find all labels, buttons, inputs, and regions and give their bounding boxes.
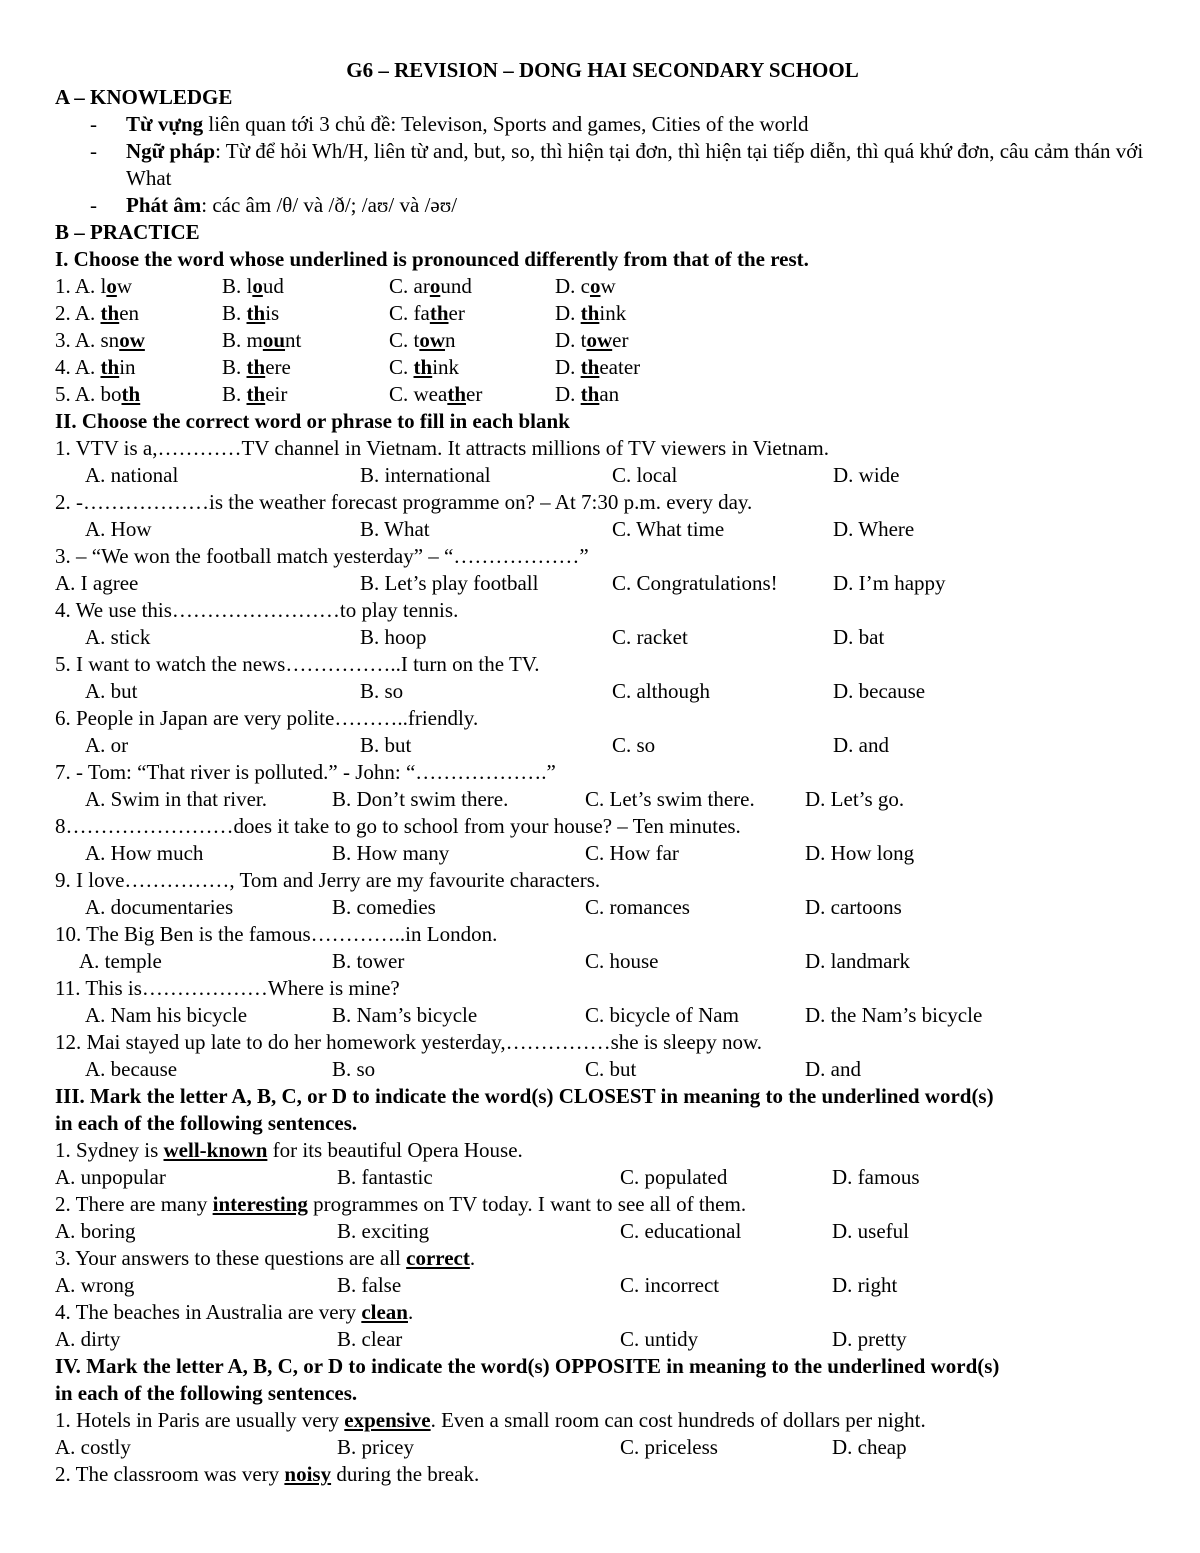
option: B. How many (332, 841, 450, 865)
underlined-word: th (429, 301, 449, 325)
worksheet (55, 57, 1150, 1488)
question-text: 12. Mai stayed up late to do her homework yesterday,……………she is sleepy now. (55, 1030, 763, 1054)
option: D. think (555, 301, 627, 325)
underlined-word: o (429, 274, 441, 298)
option: D. the Nam’s bicycle (805, 1003, 983, 1027)
underlined-word: ou (262, 328, 286, 352)
option: D. than (555, 382, 620, 406)
part-ii-heading: II. Choose the correct word or phrase to fill in each blank (55, 409, 570, 433)
underlined-word: th (121, 382, 141, 406)
bullet-label: Phát âm (126, 193, 202, 217)
question-text: 2. The classroom was very noisy during the break. (55, 1462, 480, 1486)
option: 4. A. thin (55, 355, 136, 379)
option: C. but (585, 1057, 637, 1081)
option: B. this (222, 301, 280, 325)
underlined-word: th (580, 355, 600, 379)
option: B. tower (332, 949, 405, 973)
bullet-text: : các âm /θ/ và /ð/; /aʊ/ và /əʊ/ (201, 193, 458, 217)
option: 1. A. low (55, 274, 133, 298)
option: A. dirty (55, 1327, 121, 1351)
question-text: 7. - Tom: “That river is polluted.” - John: “……………….” (55, 760, 556, 784)
question-row (55, 327, 1150, 354)
part-ii-list (55, 435, 1150, 1083)
options-row (55, 1218, 1150, 1245)
part-i-list (55, 273, 1150, 408)
option: B. but (360, 733, 412, 757)
option: A. but (85, 679, 138, 703)
options-row (55, 732, 1150, 759)
part-iv-heading: IV. Mark the letter A, B, C, or D to indicate the word(s) OPPOSITE in meaning to the underlined word(s) (55, 1354, 1000, 1378)
bullet-label: Ngữ pháp (126, 139, 216, 163)
option: C. priceless (620, 1435, 718, 1459)
question-text: 4. The beaches in Australia are very clean. (55, 1300, 414, 1324)
option: D. tower (555, 328, 629, 352)
option: B. false (337, 1273, 402, 1297)
option: C. Let’s swim there. (585, 787, 755, 811)
underlined-word: th (246, 355, 266, 379)
underlined-word: ow (586, 328, 613, 352)
option: A. temple (79, 949, 162, 973)
section-a-heading: A – KNOWLEDGE (55, 85, 233, 109)
part-iii-heading-cont: in each of the following sentences. (55, 1111, 358, 1135)
option: D. cartoons (805, 895, 902, 919)
question-row (55, 381, 1150, 408)
option: C. incorrect (620, 1273, 720, 1297)
bullet-item: - Ngữ pháp: Từ để hỏi Wh/H, liên từ and, but, so, thì hiện tại đơn, thì hiện tại tiếp diễn, thì quá khứ đơn, câu cảm thán với What (90, 139, 1144, 190)
option: C. so (612, 733, 656, 757)
underlined-word: ow (419, 328, 446, 352)
option: B. Nam’s bicycle (332, 1003, 478, 1027)
option: 2. A. then (55, 301, 140, 325)
option: A. national (85, 463, 179, 487)
option: B. Let’s play football (360, 571, 539, 595)
option: A. or (85, 733, 129, 757)
option: B. exciting (337, 1219, 430, 1243)
underlined-word: noisy (284, 1462, 332, 1486)
option: B. their (222, 382, 288, 406)
option: D. and (805, 1057, 861, 1081)
underlined-word: o (106, 274, 117, 298)
options-row (55, 1434, 1150, 1461)
option: C. romances (585, 895, 690, 919)
options-row (55, 678, 1150, 705)
option: A. I agree (55, 571, 139, 595)
question-text: 9. I love……………, Tom and Jerry are my favourite characters. (55, 868, 601, 892)
options-row (55, 948, 1150, 975)
underlined-word: th (580, 382, 600, 406)
part-iii-heading: III. Mark the letter A, B, C, or D to indicate the word(s) CLOSEST in meaning to the underlined word(s) (55, 1084, 994, 1108)
underlined-word: clean (361, 1300, 408, 1324)
option: C. How far (585, 841, 679, 865)
option: B. mount (222, 328, 302, 352)
option: 3. A. snow (55, 328, 145, 352)
option: B. comedies (332, 895, 436, 919)
option: A. Swim in that river. (85, 787, 267, 811)
option: B. Don’t swim there. (332, 787, 509, 811)
option: A. Nam his bicycle (85, 1003, 248, 1027)
option: B. hoop (360, 625, 427, 649)
option: D. because (833, 679, 926, 703)
question-text: 1. Sydney is well-known for its beautiful Opera House. (55, 1138, 523, 1162)
option: D. wide (833, 463, 900, 487)
underlined-word: interesting (212, 1192, 308, 1216)
options-row (55, 516, 1150, 543)
underlined-word: th (100, 355, 120, 379)
option: A. documentaries (85, 895, 234, 919)
option: B. What (360, 517, 430, 541)
option: C. bicycle of Nam (585, 1003, 739, 1027)
option: C. around (389, 274, 472, 298)
question-text: 4. We use this……………………to play tennis. (55, 598, 459, 622)
question-text: 5. I want to watch the news……………..I turn on the TV. (55, 652, 540, 676)
option: C. educational (620, 1219, 742, 1243)
option: D. landmark (805, 949, 910, 973)
option: D. How long (805, 841, 915, 865)
options-row (55, 1164, 1150, 1191)
option: C. populated (620, 1165, 728, 1189)
option: A. because (85, 1057, 178, 1081)
option: D. bat (833, 625, 885, 649)
question-text: 1. Hotels in Paris are usually very expensive. Even a small room can cost hundreds of dollars per night. (55, 1408, 926, 1432)
option: A. boring (55, 1219, 136, 1243)
option: C. town (389, 328, 456, 352)
option: C. house (585, 949, 659, 973)
underlined-word: th (100, 301, 120, 325)
question-text: 10. The Big Ben is the famous…………..in London. (55, 922, 498, 946)
bullet-item: - Từ vựng liên quan tới 3 chủ đề: Televison, Sports and games, Cities of the world (90, 112, 809, 136)
option: A. How much (85, 841, 204, 865)
option: 5. A. both (55, 382, 141, 406)
option: C. father (389, 301, 465, 325)
question-text: 1. VTV is a,…………TV channel in Vietnam. It attracts millions of TV viewers in Vietnam. (55, 436, 829, 460)
option: D. cheap (832, 1435, 907, 1459)
page-title: G6 – REVISION – DONG HAI SECONDARY SCHOOL (346, 58, 859, 82)
part-iv-heading-cont: in each of the following sentences. (55, 1381, 358, 1405)
question-text: 3. Your answers to these questions are all correct. (55, 1246, 476, 1270)
option: A. stick (85, 625, 151, 649)
option: D. Let’s go. (805, 787, 905, 811)
question-text: 6. People in Japan are very polite………..friendly. (55, 706, 479, 730)
underlined-word: expensive (344, 1408, 431, 1432)
option: D. right (832, 1273, 898, 1297)
options-row (55, 1326, 1150, 1353)
option: B. fantastic (337, 1165, 433, 1189)
underlined-word: o (252, 274, 263, 298)
underlined-word: th (447, 382, 467, 406)
part-iii-list (55, 1137, 1150, 1353)
underlined-word: o (590, 274, 601, 298)
option: B. loud (222, 274, 284, 298)
options-row (55, 1002, 1150, 1029)
option: C. although (612, 679, 710, 703)
options-row (55, 786, 1150, 813)
underlined-word: th (246, 382, 266, 406)
underlined-word: correct (406, 1246, 470, 1270)
option: D. I’m happy (833, 571, 946, 595)
underlined-word: ow (119, 328, 145, 352)
question-text: 2. There are many interesting programmes on TV today. I want to see all of them. (55, 1192, 747, 1216)
underlined-word: well-known (163, 1138, 268, 1162)
option: A. How (85, 517, 152, 541)
option: B. there (222, 355, 291, 379)
options-row (55, 894, 1150, 921)
question-text: 3. – “We won the football match yesterday” – “………………” (55, 544, 589, 568)
bullet-text: liên quan tới 3 chủ đề: Televison, Sports and games, Cities of the world (203, 112, 809, 136)
option: D. pretty (832, 1327, 907, 1351)
option: D. useful (832, 1219, 909, 1243)
options-row (55, 570, 1150, 597)
options-row (55, 840, 1150, 867)
option: D. and (833, 733, 889, 757)
option: C. local (612, 463, 678, 487)
option: C. untidy (620, 1327, 699, 1351)
option: D. cow (555, 274, 616, 298)
bullet-item: - Phát âm: các âm /θ/ và /ð/; /aʊ/ và /əʊ/ (90, 193, 458, 217)
option: B. pricey (337, 1435, 414, 1459)
option: D. theater (555, 355, 641, 379)
options-row (55, 1056, 1150, 1083)
option: C. racket (612, 625, 688, 649)
question-text: 2. -………………is the weather forecast programme on? – At 7:30 p.m. every day. (55, 490, 753, 514)
question-text: 8……………………does it take to go to school from your house? – Ten minutes. (55, 814, 741, 838)
question-row (55, 273, 1150, 300)
option: C. think (389, 355, 460, 379)
option: B. so (332, 1057, 376, 1081)
option: B. international (360, 463, 491, 487)
underlined-word: th (246, 301, 266, 325)
option: C. Congratulations! (612, 571, 778, 595)
options-row (55, 624, 1150, 651)
question-row (55, 354, 1150, 381)
option: A. unpopular (55, 1165, 166, 1189)
section-b-heading: B – PRACTICE (55, 220, 200, 244)
part-i-heading: I. Choose the word whose underlined is pronounced differently from that of the rest. (55, 247, 809, 271)
option: D. famous (832, 1165, 920, 1189)
part-iv-list (55, 1407, 1150, 1488)
option: A. wrong (55, 1273, 135, 1297)
option: B. so (360, 679, 404, 703)
option: B. clear (337, 1327, 403, 1351)
bullet-text: : Từ để hỏi Wh/H, liên từ and, but, so, thì hiện tại đơn, thì hiện tại tiếp diễn, thì quá khứ đơn, câu cảm thán với What (126, 139, 1144, 190)
options-row (55, 462, 1150, 489)
bullet-label: Từ vựng (126, 112, 204, 136)
option: C. weather (389, 382, 483, 406)
option: D. Where (833, 517, 915, 541)
option: C. What time (612, 517, 725, 541)
option: A. costly (55, 1435, 131, 1459)
options-row (55, 1272, 1150, 1299)
question-text: 11. This is………………Where is mine? (55, 976, 400, 1000)
underlined-word: th (413, 355, 433, 379)
underlined-word: th (580, 301, 600, 325)
question-row (55, 300, 1150, 327)
